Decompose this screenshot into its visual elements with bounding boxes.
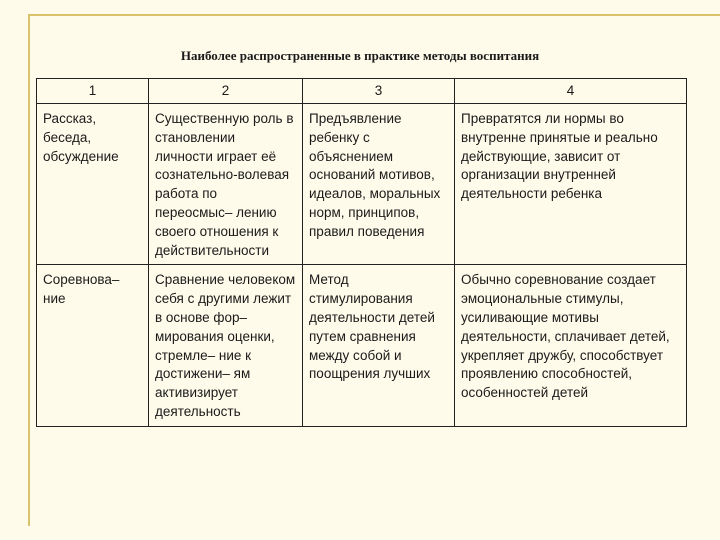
table-cell-effect: Превратятся ли нормы во внутренне принятые и реально действующие, зависит от организации внутренней деятельности ребенка	[455, 104, 687, 265]
table-header-row	[37, 79, 687, 104]
table-cell-method-name: Рассказ, беседа, обсуждение	[37, 104, 149, 265]
slide-title: Наиболее распространенные в практике методы воспитания	[180, 48, 540, 63]
slide-frame-top-border	[28, 14, 720, 16]
table-row-competition	[37, 265, 687, 426]
table-header-cell-1: 1	[37, 79, 149, 104]
table-header-cell-3: 3	[303, 79, 455, 104]
table-cell-description: Метод стимулирования деятельности детей путем сравнения между собой и поощрения лучших	[303, 265, 455, 426]
table-header-cell-2: 2	[149, 79, 303, 104]
table-cell-basis: Существенную роль в становлении личности играет её сознательно-волевая работа по переосмыс– лению своего отношения к действительности	[149, 104, 303, 265]
table-cell-effect: Обычно соревнование создает эмоциональные стимулы, усиливающие мотивы деятельности, сплачивает детей, укрепляет дружбу, способствует проявлению способностей, особенностей детей	[455, 265, 687, 426]
methods-table	[36, 78, 687, 427]
table-header-cell-4: 4	[455, 79, 687, 104]
table-cell-method-name: Соревнова– ние	[37, 265, 149, 426]
table-cell-description: Предъявление ребенку с объяснением оснований мотивов, идеалов, моральных норм, принципов, правил поведения	[303, 104, 455, 265]
table-cell-basis: Сравнение человеком себя с другими лежит в основе фор– мирования оценки, стремле– ние к достижени– ям активизирует деятельность	[149, 265, 303, 426]
slide-frame-left-border	[28, 14, 30, 526]
table-row-discussion	[37, 104, 687, 265]
